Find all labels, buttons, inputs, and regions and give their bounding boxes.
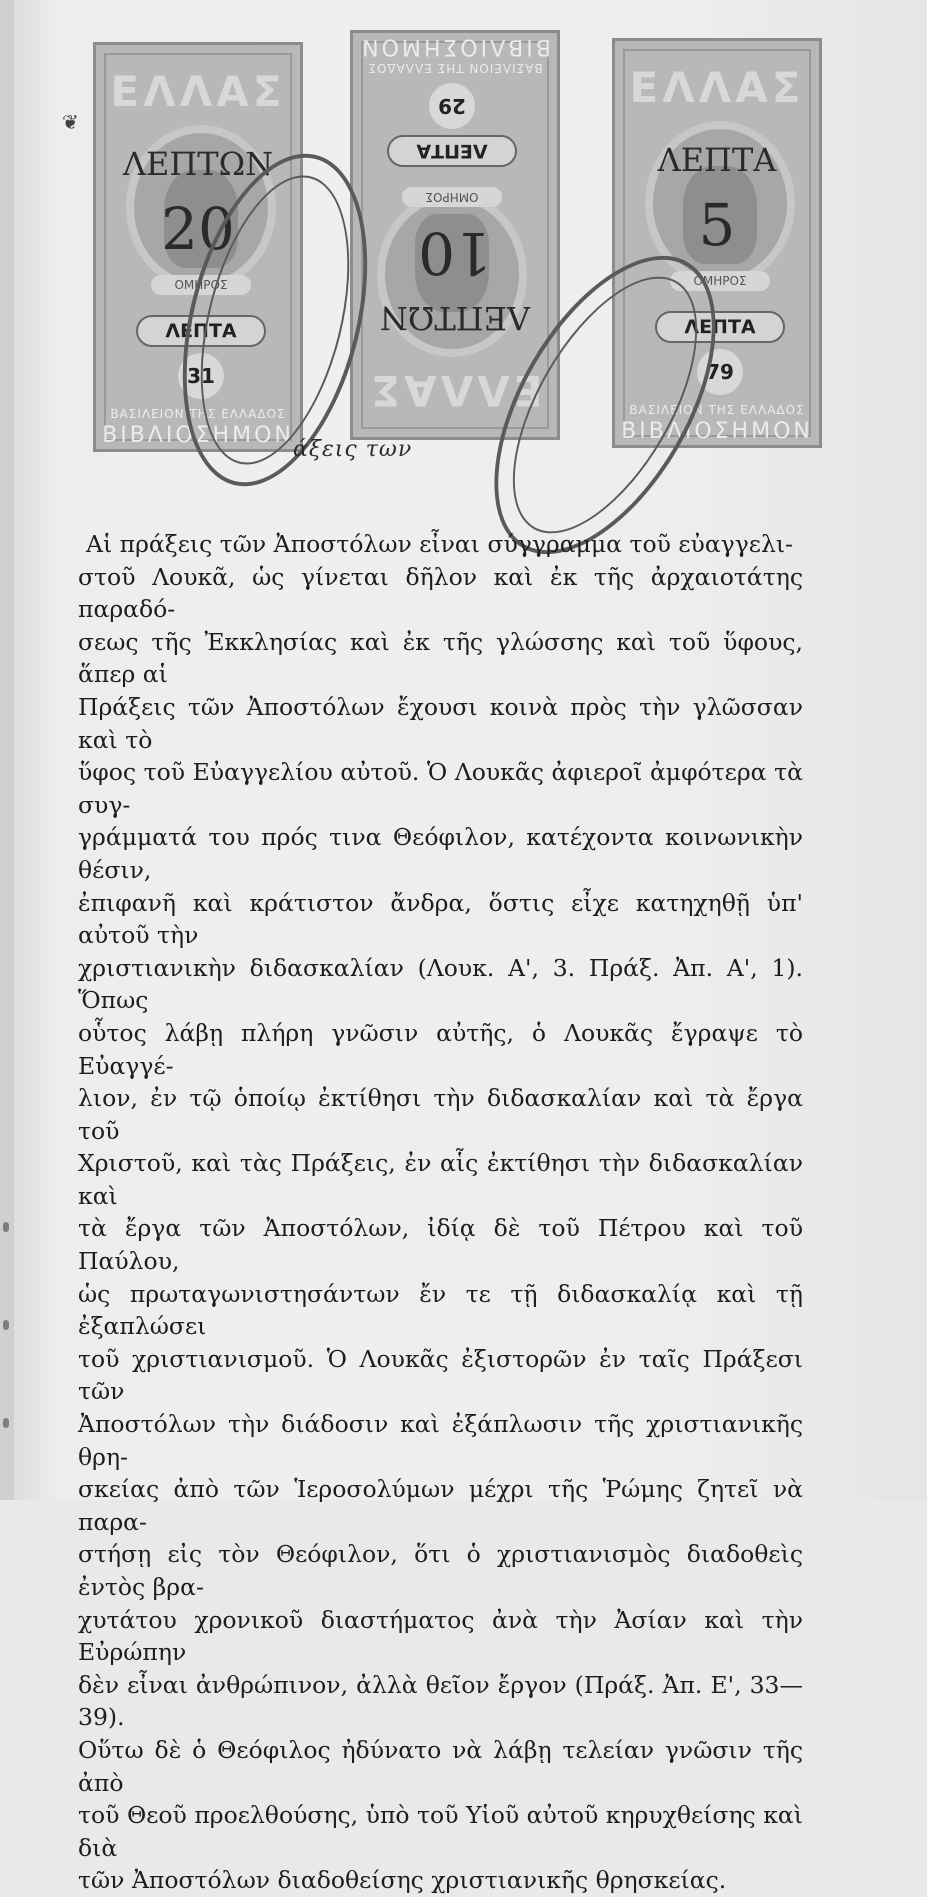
page-binding-edge	[0, 0, 14, 1500]
stamp-serial: 29	[429, 83, 475, 129]
text-line: τοῦ Θεοῦ προελθούσης, ὑπὸ τοῦ Υἱοῦ αὐτοῦ κηρυχθείσης καὶ διὰ	[78, 1801, 803, 1862]
text-line: λιον, ἐν τῷ ὁποίῳ ἐκτίθησι τὴν διδασκαλίαν καὶ τὰ ἔργα τοῦ	[78, 1084, 803, 1145]
stamp-type: ΒΙΒΛΙΟΣΗΜΟΝ	[621, 419, 813, 444]
binding-mark	[3, 1320, 9, 1330]
stamp-portrait-name: ΟΜΗΡΟΣ	[670, 271, 770, 291]
text-line: ἐπιφανῆ καὶ κράτιστον ἄνδρα, ὅστις εἶχε κατηχηθῇ ὑπ' αὐτοῦ τὴν	[78, 888, 803, 950]
stamp-denomination-top: ΛΕΠΤΩΝ	[122, 145, 274, 183]
text-line: οὗτος λάβῃ πλήρη γνῶσιν αὐτῆς, ὁ Λουκᾶς ἔγραψε τὸ Εὐαγγέ-	[78, 1018, 803, 1080]
stamp-value: 10	[418, 219, 492, 287]
text-line: γράμματά του πρός τινα Θεόφιλον, κατέχοντα κοινωνικὴν θέσιν,	[78, 823, 803, 884]
text-line: ὡς πρωταγωνιστησάντων ἔν τε τῇ διδασκαλίᾳ καὶ τῇ ἐξαπλώσει	[78, 1279, 803, 1341]
stamp-denomination-pill: ΛΕΠΤΑ	[387, 135, 517, 167]
text-line: ὕφος τοῦ Εὐαγγελίου αὐτοῦ. Ὁ Λουκᾶς ἀφιεροῖ ἀμφότερα τὰ συγ-	[78, 758, 803, 819]
stamp-portrait-name: ΟΜΗΡΟΣ	[151, 275, 251, 295]
stamp-country: ΕΛΛΑΣ	[367, 366, 543, 415]
text-line: χριστιανικὴν διδασκαλίαν (Λουκ. Α', 3. Πράξ. Ἀπ. Α', 1). Ὅπως	[78, 953, 803, 1015]
stamp-value: 5	[698, 191, 736, 259]
text-line: Οὕτω δὲ ὁ Θεόφιλος ἠδύνατο νὰ λάβῃ τελείαν γνῶσιν τῆς ἀπὸ	[78, 1735, 803, 1797]
stamp-kingdom: ΒΑΣΙΛΕΙΟΝ ΤΗΣ ΕΛΛΑΔΟΣ	[367, 61, 543, 75]
text-line: στήσῃ εἰς τὸν Θεόφιλον, ὅτι ὁ χριστιανισμὸς διαδοθεὶς ἐντὸς βρα-	[78, 1540, 803, 1601]
stamp-kingdom: ΒΑΣΙΛΕΙΟΝ ΤΗΣ ΕΛΛΑΔΟΣ	[629, 403, 805, 417]
text-line: Χριστοῦ, καὶ τὰς Πράξεις, ἐν αἷς ἐκτίθησι τὴν διδασκαλίαν καὶ	[78, 1149, 803, 1210]
stamp-type: ΒΙΒΛΙΟΣΗΜΟΝ	[102, 423, 294, 448]
stamp-denomination-top: ΛΕΠΤΑ	[657, 141, 777, 179]
text-line: στοῦ Λουκᾶ, ὡς γίνεται δῆλον καὶ ἐκ τῆς ἀρχαιοτάτης παραδό-	[78, 562, 803, 624]
stamp-country: ΕΛΛΑΣ	[110, 67, 286, 116]
text-line: τῶν Ἀποστόλων διαδοθείσης χριστιανικῆς θρησκείας.	[78, 1866, 727, 1895]
stamp-portrait-name: ΟΜΗΡΟΣ	[402, 187, 502, 207]
text-line: χυτάτου χρονικοῦ διαστήματος ἀνὰ τὴν Ἀσίαν καὶ τὴν Εὐρώπην	[78, 1605, 803, 1667]
stamp-serial: 79	[697, 349, 743, 395]
text-line: Ἀποστόλων τὴν διάδοσιν καὶ ἐξάπλωσιν τῆς χριστιανικῆς θρη-	[78, 1410, 803, 1471]
text-line: σκείας ἀπὸ τῶν Ἱεροσολύμων μέχρι τῆς Ῥώμης ζητεῖ νὰ παρα-	[78, 1475, 803, 1536]
stamp-denomination-top: ΛΕΠΤΩΝ	[379, 299, 531, 337]
stamp-kingdom: ΒΑΣΙΛΕΙΟΝ ΤΗΣ ΕΛΛΑΔΟΣ	[110, 407, 286, 421]
text-line: τὰ ἔργα τῶν Ἀποστόλων, ἰδίᾳ δὲ τοῦ Πέτρου καὶ τοῦ Παύλου,	[78, 1214, 803, 1276]
body-text	[78, 528, 803, 1897]
binding-mark	[3, 1222, 9, 1232]
heading-fragment: άξεις των	[293, 437, 413, 462]
stamp-denomination-pill: ΛΕΠΤΑ	[655, 311, 785, 343]
text-line: Αἱ πράξεις τῶν Ἀποστόλων εἶναι σύγγραμμα τοῦ εὐαγγελι-	[86, 530, 793, 558]
text-line: σεως τῆς Ἐκκλησίας καὶ ἐκ τῆς γλώσσης καὶ τοῦ ὕφους, ἅπερ αἱ	[78, 627, 803, 689]
binding-mark	[3, 1418, 9, 1428]
text-line: τοῦ χριστιανισμοῦ. Ὁ Λουκᾶς ἐξιστορῶν ἐν ταῖς Πράξεσι τῶν	[78, 1344, 803, 1406]
stamp-country: ΕΛΛΑΣ	[629, 63, 805, 112]
stamp-type: ΒΙΒΛΙΟΣΗΜΟΝ	[359, 34, 551, 59]
stamp-denomination-pill: ΛΕΠΤΑ	[136, 315, 266, 347]
stamp-value: 20	[161, 195, 235, 263]
header-ornament-left: ❦	[62, 110, 79, 134]
text-line: Πράξεις τῶν Ἀποστόλων ἔχουσι κοινὰ πρὸς τὴν γλῶσσαν καὶ τὸ	[78, 692, 803, 754]
text-line: δὲν εἶναι ἀνθρώπινον, ἀλλὰ θεῖον ἔργον (Πράξ. Ἀπ. Ε', 33—39).	[78, 1670, 803, 1732]
stamp-serial: 31	[178, 353, 224, 399]
